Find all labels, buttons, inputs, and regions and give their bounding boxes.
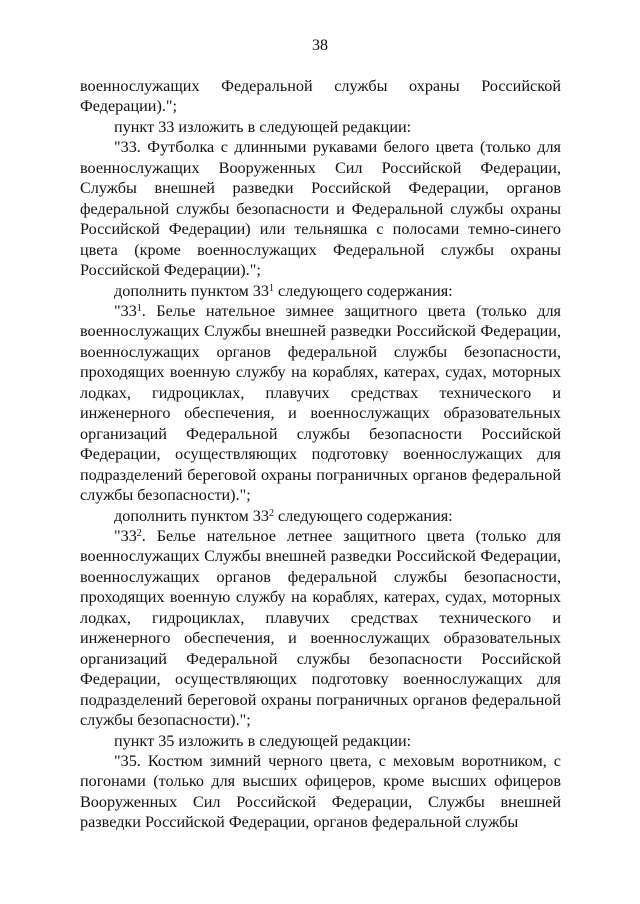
paragraph [80, 301, 561, 506]
superscript-index: 2 [136, 527, 142, 539]
paragraph-text: дополнить пунктом 33 [114, 281, 269, 300]
paragraph-text: "33 [114, 526, 137, 545]
paragraph-text: . Белье нательное зимнее защитного цвета (только для военнослужащих Службы внешней разведки Российской Федерации, военнослужащих органов федеральной службы безопасности, проходящих военную службу на кораблях, катерах, судах, моторных лодках, гидроциклах, плавучих средствах технического и инженерного обеспечения, и военнослужащих образовательных организаций Федеральной службы безопасности Российской Федерации, осуществляющих подготовку военнослужащих для подразделений береговой охраны пограничных органов федеральной службы безопасности)."; [80, 301, 561, 505]
paragraph: "33. Футболка с длинными рукавами белого цвета (только для военнослужащих Вооруженных Сил Российской Федерации, Службы внешней разведки Российской Федерации, органов федеральной службы безопасности и Федеральной службы охраны Российской Федерации) или тельняшка с полосами темно-синего цвета (кроме военнослужащих Федеральной службы охраны Российской Федерации)."; [80, 138, 561, 280]
paragraph-text: дополнить пунктом 33 [114, 506, 269, 525]
document-body [80, 76, 561, 833]
superscript-index: 1 [268, 282, 274, 294]
paragraph: пункт 33 изложить в следующей редакции: [114, 117, 412, 136]
paragraph: военнослужащих Федеральной службы охраны Российской Федерации)."; [80, 77, 561, 116]
paragraph [80, 526, 561, 731]
paragraph-text: "33 [114, 301, 137, 320]
superscript-index: 2 [268, 507, 274, 519]
paragraph [80, 506, 561, 526]
paragraph-text: следующего содержания: [273, 281, 453, 300]
paragraph-text: следующего содержания: [273, 506, 453, 525]
paragraph-text: . Белье нательное летнее защитного цвета (только для военнослужащих Службы внешней разведки Российской Федерации, военнослужащих органов федеральной службы безопасности, проходящих военную службу на кораблях, катерах, судах, моторных лодках, гидроциклах, плавучих средствах технического и инженерного обеспечения, и военнослужащих образовательных организаций Федеральной службы безопасности Российской Федерации, осуществляющих подготовку военнослужащих для подразделений береговой охраны пограничных органов федеральной службы безопасности)."; [80, 526, 561, 730]
paragraph: "35. Костюм зимний черного цвета, с меховым воротником, с погонами (только для высших офицеров, кроме высших офицеров Вооруженных Сил Российской Федерации, Службы внешней разведки Российской Федерации, органов федеральной службы [80, 751, 561, 832]
paragraph [80, 281, 561, 301]
page-number: 38 [312, 37, 328, 54]
superscript-index: 1 [136, 302, 142, 314]
paragraph: пункт 35 изложить в следующей редакции: [114, 731, 412, 750]
